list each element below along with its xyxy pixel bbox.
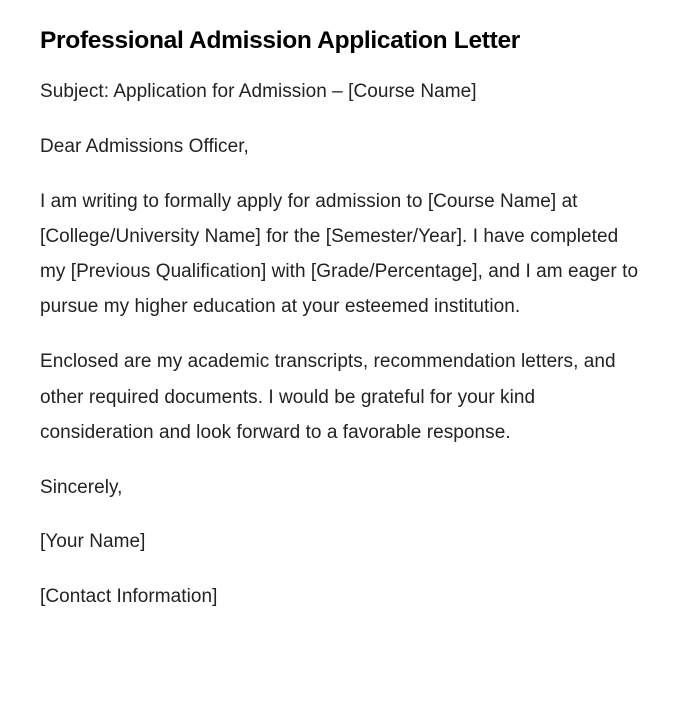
letter-title: Professional Admission Application Letter	[40, 27, 521, 54]
letter-closing: Sincerely,	[40, 476, 123, 498]
letter-paragraph-2: Enclosed are my academic transcripts, recommendation letters, and other required documents. I would be grateful for your kind consideration and look forward to a favorable response.	[40, 351, 616, 443]
letter-subject: Subject: Application for Admission – [Course Name]	[40, 81, 477, 102]
letter-salutation: Dear Admissions Officer,	[40, 135, 249, 157]
letter-signature-name: [Your Name]	[40, 531, 146, 553]
letter-document	[40, 24, 640, 634]
letter-paragraph-1: I am writing to formally apply for admission to [Course Name] at [College/University Name] for the [Semester/Year]. I have completed my [Previous Qualification] with [Grade/Percentage], and I am eager to pursue my higher education at your esteemed institution.	[40, 190, 639, 318]
letter-contact-info: [Contact Information]	[40, 586, 218, 608]
